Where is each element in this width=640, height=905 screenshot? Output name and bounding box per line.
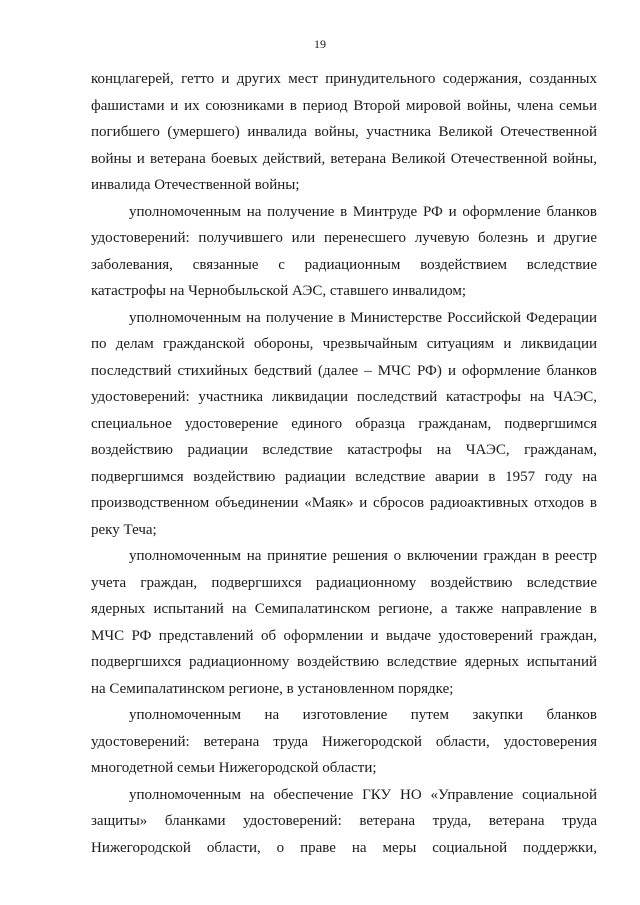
text-line: последствий стихийных бедствий (далее – МЧС РФ) и оформление бланков <box>91 362 597 379</box>
text-line: фашистами и их союзниками в период Второй мировой войны, члена семьи <box>91 97 597 114</box>
text-line: учета граждан, подвергшихся радиационному воздействию вследствие <box>91 574 597 591</box>
text-line: уполномоченным на получение в Минтруде РФ и оформление бланков <box>129 203 597 220</box>
text-line: удостоверений: участника ликвидации последствий катастрофы на ЧАЭС, <box>91 389 597 405</box>
text-line: многодетной семьи Нижегородской области; <box>91 760 377 776</box>
text-line: специальное удостоверение единого образца гражданам, подвергшимся <box>91 415 597 432</box>
text-line: по делам гражданской обороны, чрезвычайным ситуациям и ликвидации <box>91 336 597 352</box>
text-line: заболевания, связанные с радиационным воздействием вследствие <box>91 256 597 273</box>
page-number: 19 <box>314 37 326 51</box>
text-line: уполномоченным на изготовление путем закупки бланков <box>129 707 597 723</box>
paragraph <box>91 702 597 782</box>
text-line: защиты» бланками удостоверений: ветерана труда, ветерана труда <box>91 813 597 829</box>
text-line: инвалида Отечественной войны; <box>91 177 300 193</box>
paragraph <box>91 543 597 702</box>
text-line: войны и ветерана боевых действий, ветерана Великой Отечественной войны, <box>91 150 597 167</box>
text-line: подвергшимся воздействию радиации вследствие аварии в 1957 году на <box>91 468 597 485</box>
text-line: реку Теча; <box>91 521 157 538</box>
text-line: подвергшихся радиационному воздействию вследствие ядерных испытаний <box>91 654 597 670</box>
paragraph <box>91 199 597 305</box>
text-line: на Семипалатинском регионе, в установленном порядке; <box>91 680 454 697</box>
text-line: ядерных испытаний на Семипалатинском регионе, а также направление в <box>91 601 597 617</box>
text-line: МЧС РФ представлений об оформлении и выдаче удостоверений граждан, <box>91 627 597 644</box>
text-line: Нижегородской области, о праве на меры социальной поддержки, <box>91 839 597 856</box>
text-line: уполномоченным на принятие решения о включении граждан в реестр <box>129 548 597 564</box>
text-line: удостоверений: получившего или перенесшего лучевую болезнь и другие <box>91 230 597 246</box>
text-line: катастрофы на Чернобыльской АЭС, ставшего инвалидом; <box>91 283 467 299</box>
paragraph <box>91 782 597 862</box>
paragraph <box>91 66 597 199</box>
text-line: погибшего (умершего) инвалида войны, участника Великой Отечественной <box>91 124 597 140</box>
document-body <box>91 66 597 861</box>
text-line: воздействию радиации вследствие катастрофы на ЧАЭС, гражданам, <box>91 442 597 458</box>
text-line: удостоверений: ветерана труда Нижегородской области, удостоверения <box>91 733 597 750</box>
text-line: производственном объединении «Маяк» и сбросов радиоактивных отходов в <box>91 495 597 511</box>
text-line: уполномоченным на обеспечение ГКУ НО «Управление социальной <box>129 786 597 803</box>
paragraph <box>91 305 597 544</box>
text-line: уполномоченным на получение в Министерстве Российской Федерации <box>129 309 597 326</box>
text-line: концлагерей, гетто и других мест принудительного содержания, созданных <box>91 71 597 87</box>
